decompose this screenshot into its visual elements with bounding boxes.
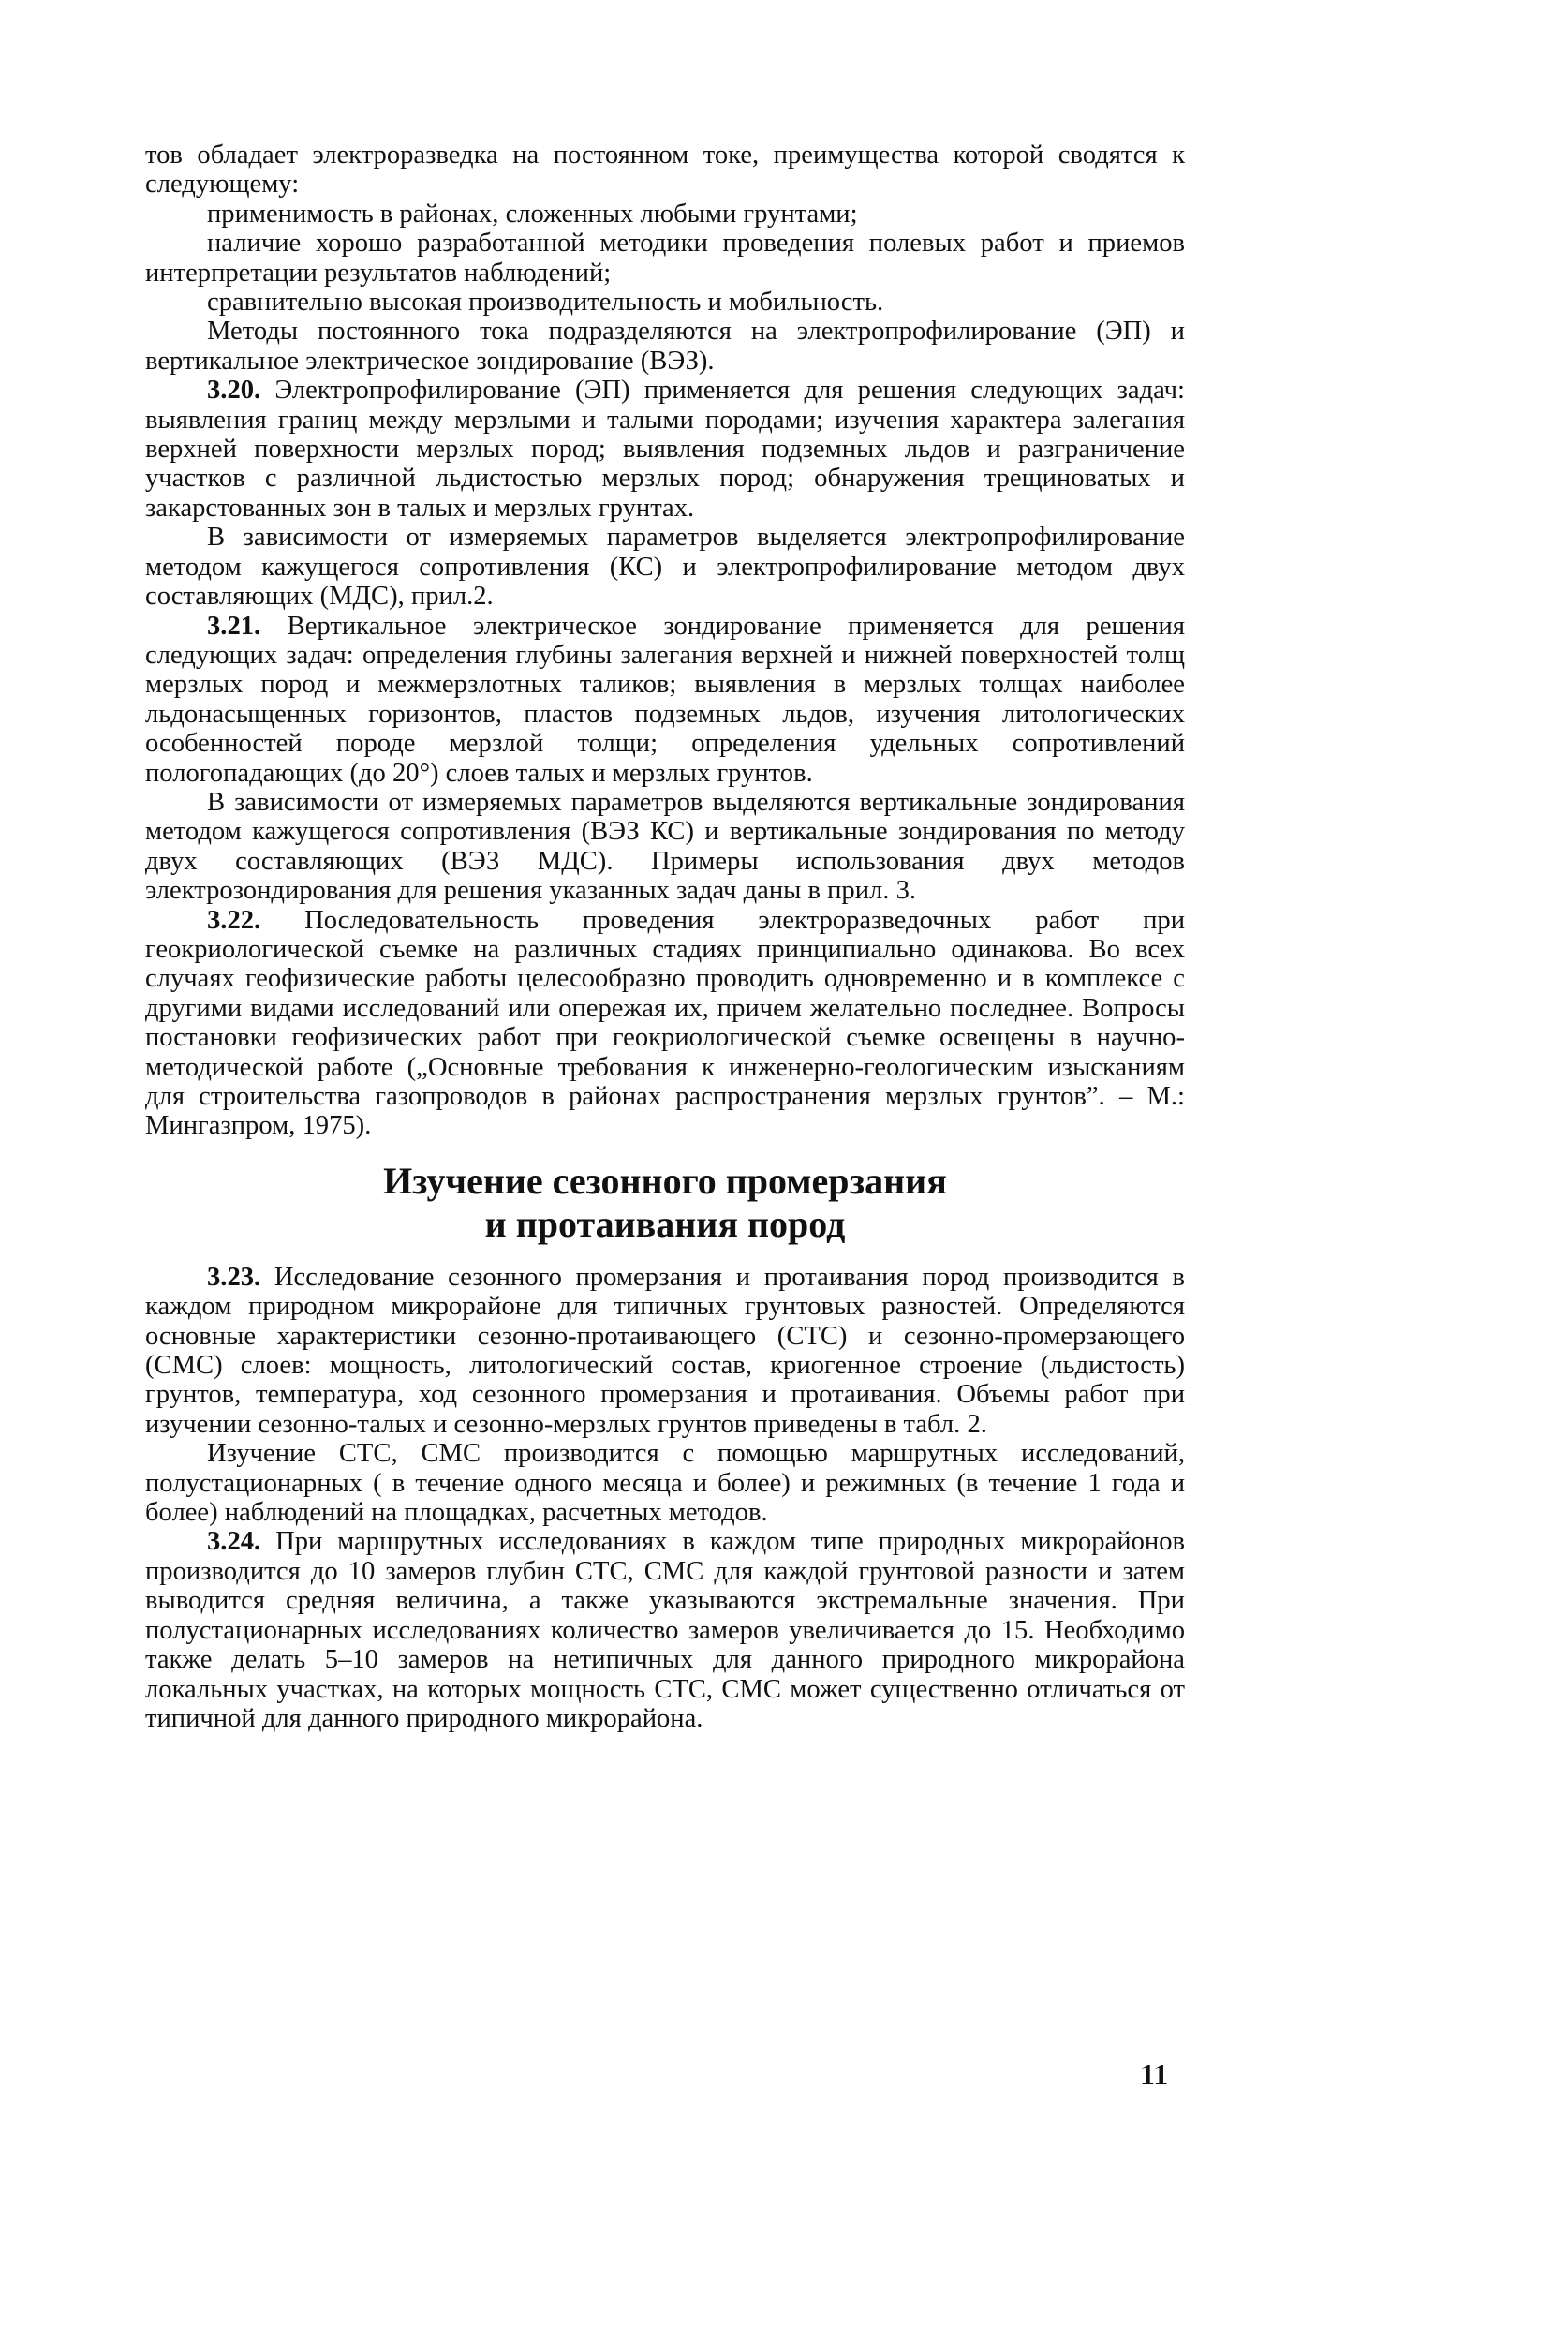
section-number-3-22: 3.22. xyxy=(207,905,261,935)
paragraph-dc-methods: Методы постоянного тока подразделяются на электропрофилирование (ЭП) и вертикальное электрическое зондирование (ВЭЗ). xyxy=(145,317,1185,376)
paragraph-3-24 xyxy=(145,1527,1185,1733)
page-number: 11 xyxy=(1140,2057,1169,2091)
section-heading xyxy=(145,1160,1185,1246)
list-item-methodology: наличие хорошо разработанной методики проведения полевых работ и приемов интерпретации результатов наблюдений; xyxy=(145,229,1185,288)
paragraph-3-24-text: При маршрутных исследованиях в каждом типе природных микрорайонов производится до 10 замеров глубин СТС, СМС для каждой грунтовой разности и затем выводится средняя величина, а также указываются экстремальные значения. При полустационарных исследованиях количество замеров увеличивается до 15. Необходимо также делать 5–10 замеров на нетипичных для данного природного микрорайона локальных участках, на которых мощность СТС, СМС может существенно отличаться от типичной для данного природного микрорайона. xyxy=(145,1527,1185,1733)
list-item-productivity: сравнительно высокая производительность и мобильность. xyxy=(207,288,884,318)
paragraph-vez-methods: В зависимости от измеряемых параметров выделяются вертикальные зондирования методом кажущегося сопротивления (ВЭЗ КС) и вертикальные зондирования по методу двух составляющих (ВЭЗ МДС). Примеры использования двух методов электрозондирования для решения указанных задач даны в прил. 3. xyxy=(145,787,1185,906)
paragraph-3-20 xyxy=(145,376,1185,523)
list-item-applicability: применимость в районах, сложенных любыми грунтами; xyxy=(207,199,858,229)
section-number-3-23: 3.23. xyxy=(207,1262,261,1292)
section-number-3-21: 3.21. xyxy=(207,611,261,641)
section-heading-line-1: Изучение сезонного промерзания xyxy=(383,1159,947,1202)
paragraph-ep-methods: В зависимости от измеряемых параметров выделяется электропрофилирование методом кажущегося сопротивления (КС) и электропрофилирование методом двух составляющих (МДС), прил.2. xyxy=(145,523,1185,612)
paragraph-3-22 xyxy=(145,906,1185,1141)
paragraph-3-22-text: Последовательность проведения электроразведочных работ при геокриологической съемке на различных стадиях принципиально одинакова. Во всех случаях геофизические работы целесообразно проводить одновременно и в комплексе с другими видами исследований или опережая их, причем желательно последнее. Вопросы постановки геофизических работ при геокриологической съемке освещены в научно-методической работе („Основные требования к инженерно-геологическим изысканиям для строительства газопроводов в районах распространения мерзлых грунтов”. – М.: Мингазпром, 1975). xyxy=(145,905,1185,1141)
paragraph-3-21-text: Вертикальное электрическое зондирование применяется для решения следующих задач: определения глубины залегания верхней и нижней поверхностей толщ мерзлых пород и межмерзлотных таликов; выявления в мерзлых толщах наиболее льдонасыщенных горизонтов, пластов подземных льдов, изучения литологических особенностей породе мерзлой толщи; определения удельных сопротивлений пологопадающих (до 20°) слоев талых и мерзлых грунтов. xyxy=(145,611,1185,788)
section-heading-line-2: и протаивания пород xyxy=(484,1202,846,1245)
paragraph-continuation: тов обладает электроразведка на постоянном токе, преимущества которой сводятся к следующему: xyxy=(145,141,1185,200)
paragraph-3-21 xyxy=(145,612,1185,788)
section-number-3-20: 3.20. xyxy=(207,376,261,406)
body-text xyxy=(145,141,1185,1733)
paragraph-3-20-text: Электропрофилирование (ЭП) применяется для решения следующих задач: выявления границ между мерзлыми и талыми породами; изучения характера залегания верхней поверхности мерзлых пород; выявления подземных льдов и разграничение участков с различной льдистостью мерзлых пород; обнаружения трещиноватых и закарстованных зон в талых и мерзлых грунтах. xyxy=(145,376,1185,523)
section-number-3-24: 3.24. xyxy=(207,1527,261,1557)
paragraph-3-23-text: Исследование сезонного промерзания и протаивания пород производится в каждом природном микрорайоне для типичных грунтовых разностей. Определяются основные характеристики сезонно-протаивающего (СТС) и сезонно-промерзающего (СМС) слоев: мощность, литологический состав, криогенное строение (льдистость) грунтов, температура, ход сезонного промерзания и протаивания. Объемы работ при изучении сезонно-талых и сезонно-мерзлых грунтов приведены в табл. 2. xyxy=(145,1262,1185,1439)
paragraph-study-methods: Изучение СТС, СМС производится с помощью маршрутных исследований, полустационарных ( в течение одного месяца и более) и режимных (в течение 1 года и более) наблюдений на площадках, расчетных методов. xyxy=(145,1439,1185,1528)
paragraph-3-23 xyxy=(145,1263,1185,1439)
